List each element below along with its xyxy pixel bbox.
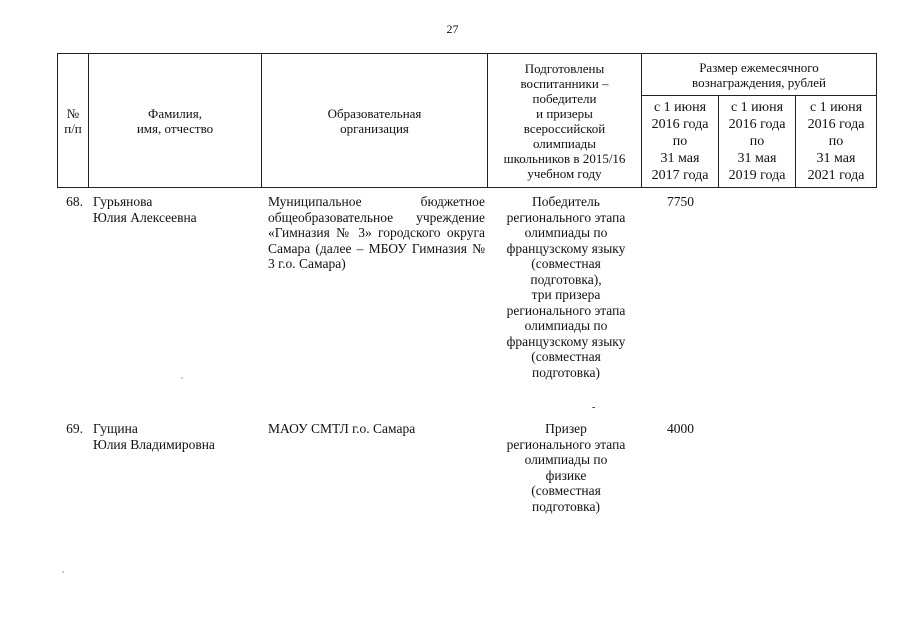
row-69-name: Гущина Юлия Владимировна: [93, 421, 215, 452]
page-number: 27: [446, 22, 459, 36]
scan-speck: [62, 571, 64, 573]
row-68-amount: 7750: [667, 194, 694, 209]
row-68-achievement: Победитель регионального этапа олимпиады по французскому языку (совместная подготовка), три призера регионального этапа олимпиады по французскому языку (совместная подготовка): [506, 194, 626, 380]
header-col-number: № п/п: [58, 54, 89, 188]
header-col-achievement: Подготовлены воспитанники – победители и призеры всероссийской олимпиады школьников в 2015/16 учебном году: [488, 54, 642, 188]
header-period-2019: с 1 июня 2016 года по 31 мая 2019 года: [719, 96, 796, 188]
header-col-reward-group: Размер ежемесячного вознаграждения, рублей: [642, 54, 877, 96]
row-68-name: Гурьянова Юлия Алексеевна: [93, 194, 197, 225]
table-header: [57, 53, 877, 188]
header-period-2021: с 1 июня 2016 года по 31 мая 2021 года: [796, 96, 877, 188]
row-69-achievement: Призер регионального этапа олимпиады по физике (совместная подготовка): [506, 421, 626, 514]
row-68-number: 68.: [66, 194, 83, 209]
row-69-organization: МАОУ СМТЛ г.о. Самара: [268, 421, 416, 436]
scan-speck: [181, 377, 183, 379]
row-68-organization: Муниципальное бюджетное общеобразовательное учреждение «Гимназия № 3» городского округа Самара (далее – МБОУ Гимназия № 3 г.о. Самара): [268, 194, 485, 271]
header-col-name: Фамилия, имя, отчество: [89, 54, 262, 188]
row-69-number: 69.: [66, 421, 83, 436]
header-col-organization: Образовательная организация: [262, 54, 488, 188]
row-69-amount: 4000: [667, 421, 694, 436]
stray-mark: -: [592, 402, 596, 413]
header-period-2017: с 1 июня 2016 года по 31 мая 2017 года: [642, 96, 719, 188]
